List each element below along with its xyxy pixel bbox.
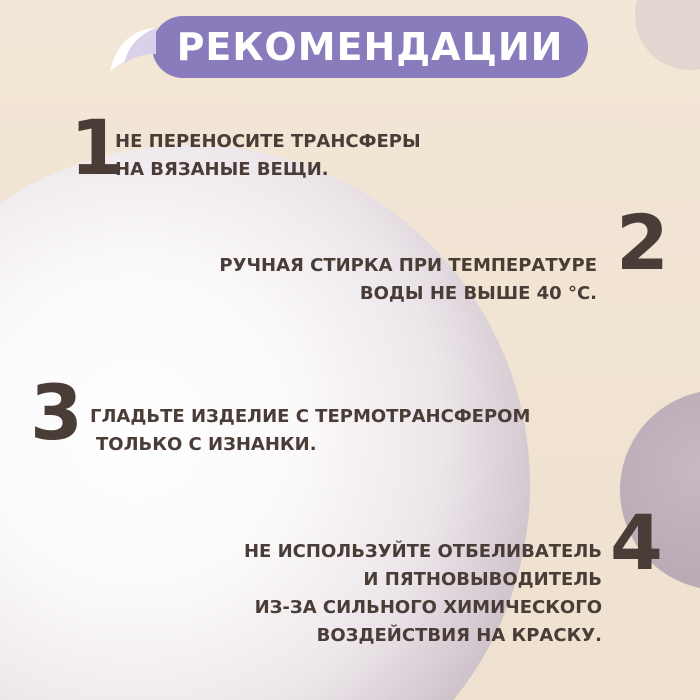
step-1-line: НЕ ПЕРЕНОСИТЕ ТРАНСФЕРЫ xyxy=(115,131,421,152)
sticker-peel-icon xyxy=(106,24,158,76)
step-number-2: 2 xyxy=(616,198,669,287)
step-text-1 xyxy=(115,128,421,184)
step-text-4 xyxy=(244,538,602,650)
step-4-line: ИЗ-ЗА СИЛЬНОГО ХИМИЧЕСКОГО xyxy=(254,597,602,618)
step-3-line: ГЛАДЬТЕ ИЗДЕЛИЕ С ТЕРМОТРАНСФЕРОМ xyxy=(90,406,531,427)
step-text-2 xyxy=(219,252,597,308)
step-3-line: ТОЛЬКО С ИЗНАНКИ. xyxy=(96,434,317,455)
decorative-corner-circle xyxy=(635,0,700,70)
step-4-line: НЕ ИСПОЛЬЗУЙТЕ ОТБЕЛИВАТЕЛЬ xyxy=(243,541,602,562)
step-number-4: 4 xyxy=(610,498,663,587)
step-4-line: ВОЗДЕЙСТВИЯ НА КРАСКУ. xyxy=(316,625,602,646)
header-banner xyxy=(152,16,588,78)
step-1-line: НА ВЯЗАНЫЕ ВЕЩИ. xyxy=(115,159,329,180)
step-2-line: РУЧНАЯ СТИРКА ПРИ ТЕМПЕРАТУРЕ xyxy=(219,255,597,276)
step-2-line: ВОДЫ НЕ ВЫШЕ 40 °С. xyxy=(359,283,597,304)
step-4-line: И ПЯТНОВЫВОДИТЕЛЬ xyxy=(363,569,602,590)
page-title: РЕКОМЕНДАЦИИ xyxy=(176,25,564,69)
step-text-3 xyxy=(90,403,530,459)
step-number-1: 1 xyxy=(70,103,123,192)
step-number-3: 3 xyxy=(30,368,83,457)
